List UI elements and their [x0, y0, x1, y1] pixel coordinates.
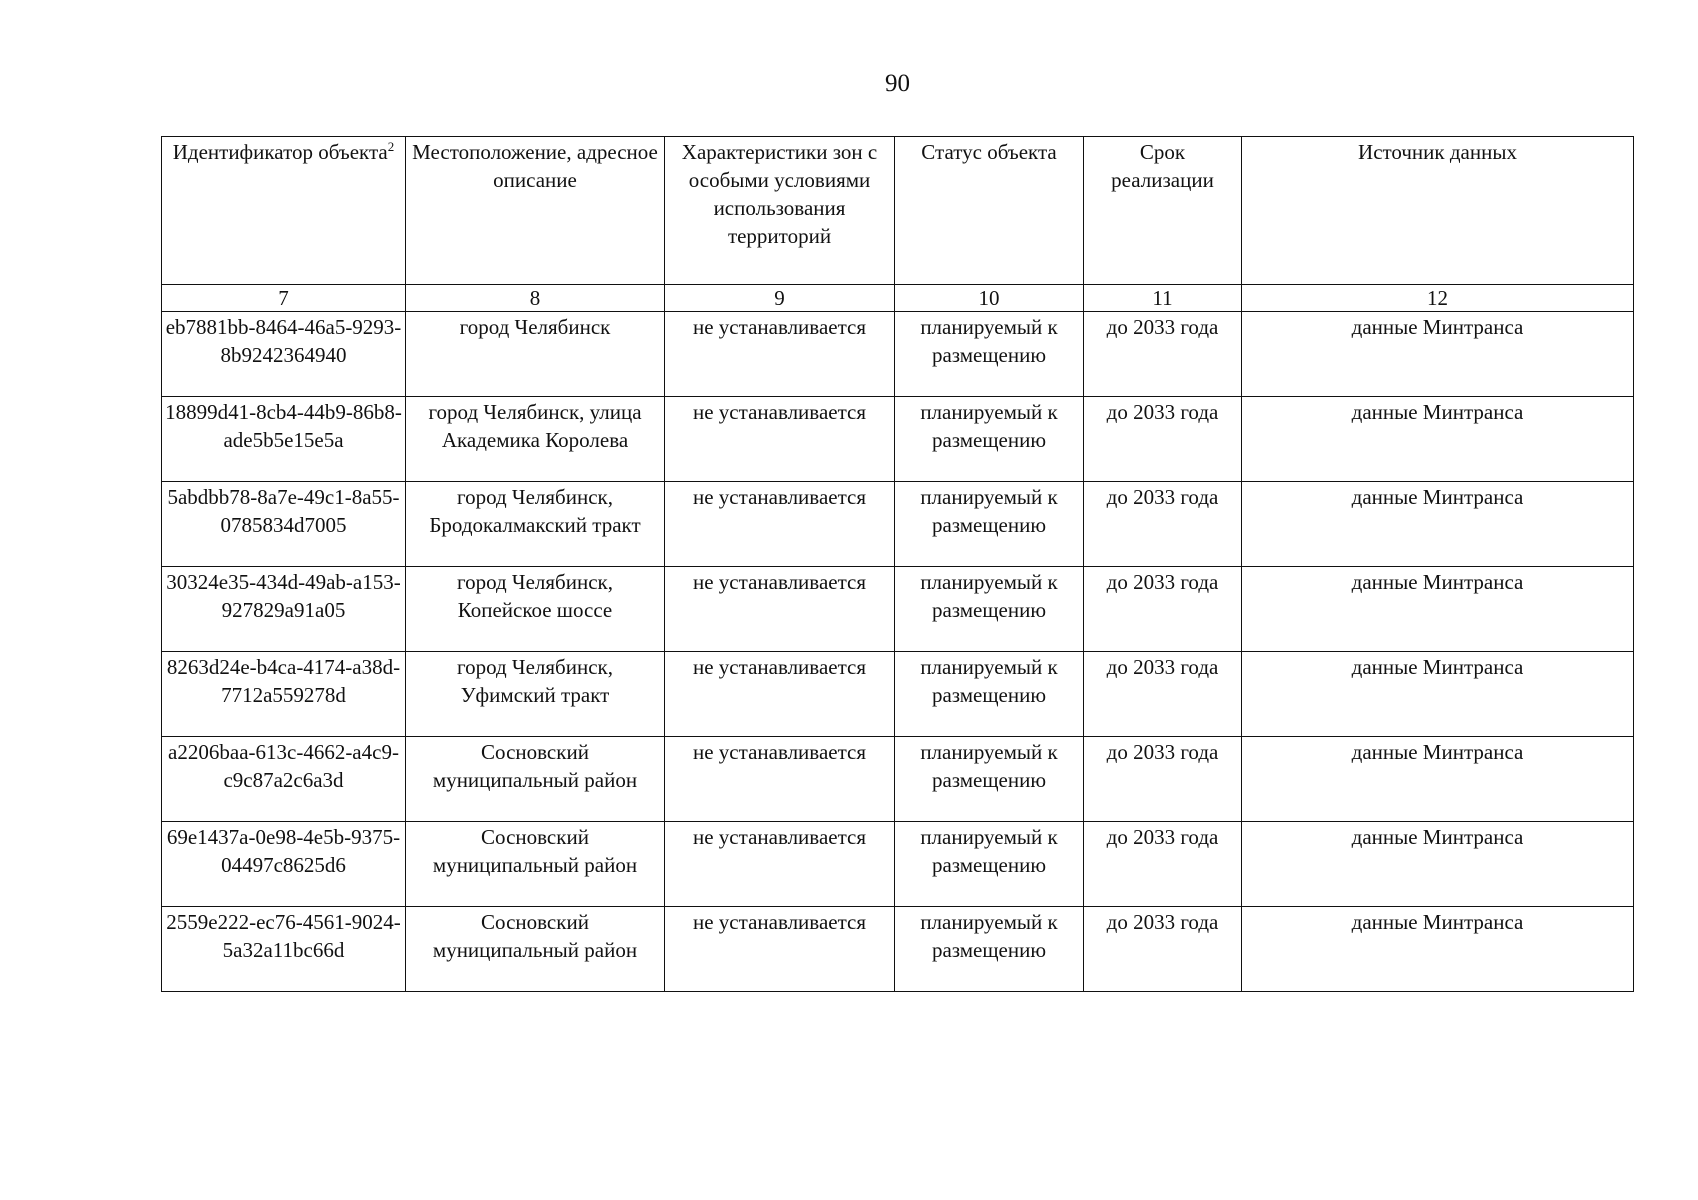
source-cell: данные Минтранса — [1242, 312, 1634, 397]
location-cell: город Челябинск, Бродокалмакский тракт — [406, 482, 665, 567]
term-cell: до 2033 года — [1084, 907, 1242, 992]
term-cell: до 2033 года — [1084, 737, 1242, 822]
location-cell: город Челябинск, Копейское шоссе — [406, 567, 665, 652]
header-object-id — [162, 137, 406, 285]
header-object-status: Статус объекта — [895, 137, 1084, 285]
header-object-id-label: Идентификатор объекта — [172, 140, 388, 164]
header-row — [162, 137, 1634, 285]
location-cell: Сосновский муниципальный район — [406, 907, 665, 992]
location-cell: город Челябинск, Уфимский тракт — [406, 652, 665, 737]
column-numbers-row — [162, 285, 1634, 312]
source-cell: данные Минтранса — [1242, 567, 1634, 652]
location-cell: Сосновский муниципальный район — [406, 822, 665, 907]
table-row — [162, 822, 1634, 907]
object-id-cell: 30324e35-434d-49ab-a153-927829a91a05 — [162, 567, 406, 652]
location-cell: Сосновский муниципальный район — [406, 737, 665, 822]
object-id-cell: 18899d41-8cb4-44b9-86b8-ade5b5e15e5a — [162, 397, 406, 482]
table-row — [162, 482, 1634, 567]
column-number: 7 — [162, 285, 406, 312]
header-location: Местоположение, адресное описание — [406, 137, 665, 285]
zones-cell: не устанавливается — [665, 397, 895, 482]
source-cell: данные Минтранса — [1242, 397, 1634, 482]
status-cell: планируемый к размещению — [895, 567, 1084, 652]
column-number: 9 — [665, 285, 895, 312]
source-cell: данные Минтранса — [1242, 652, 1634, 737]
zones-cell: не устанавливается — [665, 652, 895, 737]
zones-cell: не устанавливается — [665, 737, 895, 822]
status-cell: планируемый к размещению — [895, 822, 1084, 907]
term-cell: до 2033 года — [1084, 482, 1242, 567]
object-id-cell: 2559e222-ec76-4561-9024-5a32a11bc66d — [162, 907, 406, 992]
location-cell: город Челябинск, улица Академика Королева — [406, 397, 665, 482]
status-cell: планируемый к размещению — [895, 397, 1084, 482]
source-cell: данные Минтранса — [1242, 737, 1634, 822]
zones-cell: не устанавливается — [665, 312, 895, 397]
page-number: 90 — [885, 70, 910, 97]
term-cell: до 2033 года — [1084, 652, 1242, 737]
source-cell: данные Минтранса — [1242, 907, 1634, 992]
zones-cell: не устанавливается — [665, 567, 895, 652]
object-id-cell: 5abdbb78-8a7e-49c1-8a55-0785834d7005 — [162, 482, 406, 567]
zones-cell: не устанавливается — [665, 907, 895, 992]
object-id-cell: eb7881bb-8464-46a5-9293-8b9242364940 — [162, 312, 406, 397]
table-row — [162, 652, 1634, 737]
object-id-cell: a2206baa-613c-4662-a4c9-c9c87a2c6a3d — [162, 737, 406, 822]
source-cell: данные Минтранса — [1242, 822, 1634, 907]
header-implementation-term: Срок реализации — [1084, 137, 1242, 285]
registry-table — [161, 136, 1634, 992]
object-id-cell: 69e1437a-0e98-4e5b-9375-04497c8625d6 — [162, 822, 406, 907]
header-zone-characteristics: Характеристики зон с особыми условиями использования территорий — [665, 137, 895, 285]
term-cell: до 2033 года — [1084, 822, 1242, 907]
table-row — [162, 312, 1634, 397]
column-number: 12 — [1242, 285, 1634, 312]
term-cell: до 2033 года — [1084, 567, 1242, 652]
location-cell: город Челябинск — [406, 312, 665, 397]
table-row — [162, 737, 1634, 822]
status-cell: планируемый к размещению — [895, 907, 1084, 992]
source-cell: данные Минтранса — [1242, 482, 1634, 567]
header-data-source: Источник данных — [1242, 137, 1634, 285]
zones-cell: не устанавливается — [665, 482, 895, 567]
zones-cell: не устанавливается — [665, 822, 895, 907]
status-cell: планируемый к размещению — [895, 312, 1084, 397]
object-id-cell: 8263d24e-b4ca-4174-a38d-7712a559278d — [162, 652, 406, 737]
table-row — [162, 567, 1634, 652]
term-cell: до 2033 года — [1084, 397, 1242, 482]
column-number: 10 — [895, 285, 1084, 312]
table-row — [162, 397, 1634, 482]
column-number: 8 — [406, 285, 665, 312]
footnote-mark: 2 — [387, 139, 395, 154]
status-cell: планируемый к размещению — [895, 482, 1084, 567]
column-number: 11 — [1084, 285, 1242, 312]
status-cell: планируемый к размещению — [895, 737, 1084, 822]
status-cell: планируемый к размещению — [895, 652, 1084, 737]
table-row — [162, 907, 1634, 992]
term-cell: до 2033 года — [1084, 312, 1242, 397]
